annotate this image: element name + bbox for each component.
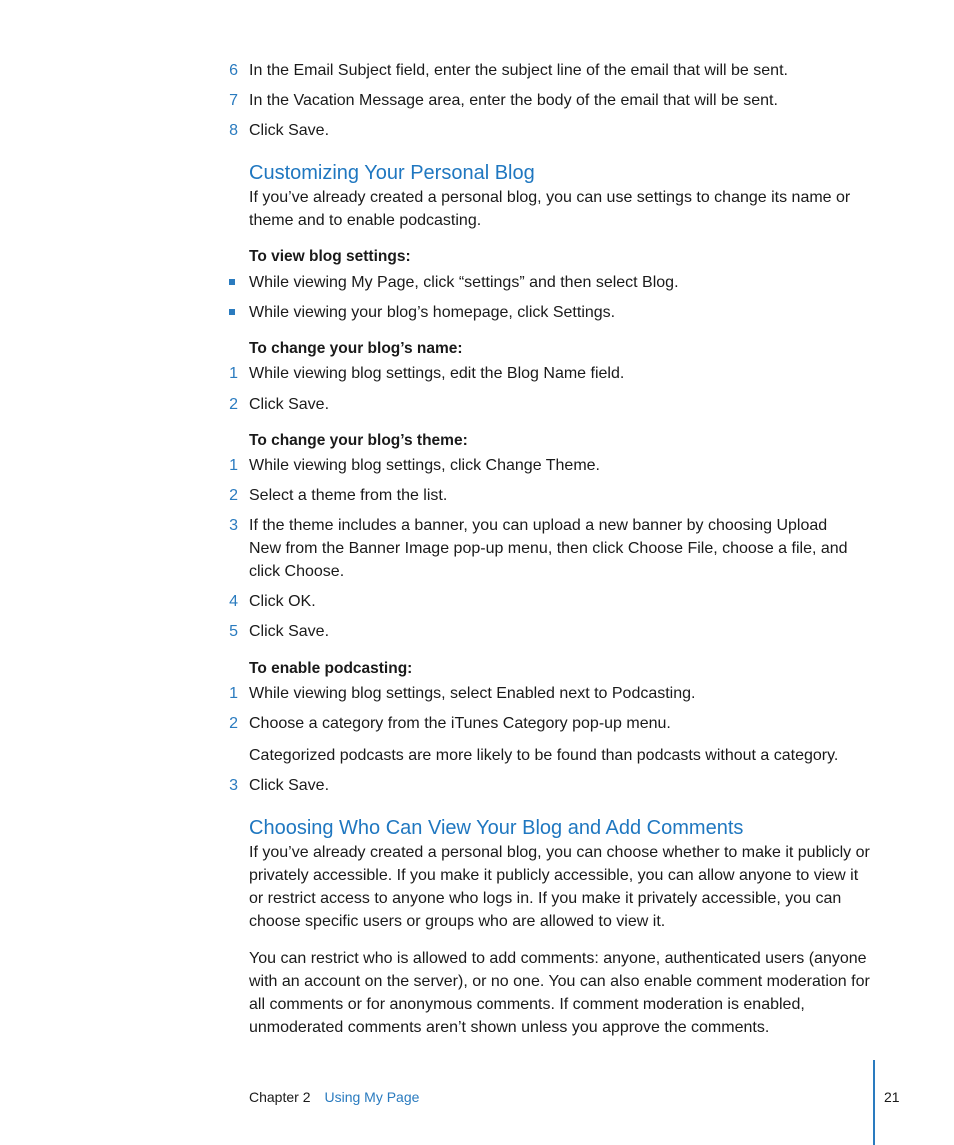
section-heading: Customizing Your Personal Blog [249, 162, 535, 184]
step-number: 2 [229, 396, 238, 413]
step-text: Click OK. [249, 593, 316, 610]
step-number: 3 [229, 517, 238, 534]
paragraph: You can restrict who is allowed to add comments: anyone, authenticated users (anyone with an account on the server), or no one. You can also enable comment moderation for all comments or for anonymous comments. If comment moderation is enabled, unmoderated comments aren’t shown unless you approve the comments. [249, 950, 870, 1036]
step-number: 1 [229, 685, 238, 702]
step-text: Select a theme from the list. [249, 487, 448, 504]
bullet-marker [229, 279, 235, 285]
step-text: Click Save. [249, 623, 330, 640]
step-number: 1 [229, 365, 238, 382]
step-text: Click Save. [249, 777, 330, 794]
paragraph: If you’ve already created a personal blog, you can choose whether to make it publicly or privately accessible. If you make it publicly accessible, you can allow anyone to view it or restrict access to anyone who logs in. If you make it privately accessible, you can choose specific users or groups who are allowed to view it. [249, 844, 870, 930]
step-text: Click Save. [249, 396, 330, 413]
step-number: 7 [229, 92, 238, 109]
bullet-text: While viewing My Page, click “settings” and then select Blog. [249, 274, 679, 291]
step-text: While viewing blog settings, edit the Blog Name field. [249, 365, 625, 382]
step-text: In the Email Subject field, enter the subject line of the email that will be sent. [249, 62, 788, 79]
step-number: 2 [229, 715, 238, 732]
step-number: 2 [229, 487, 238, 504]
step-number: 3 [229, 777, 238, 794]
chapter-title: Using My Page [324, 1089, 420, 1105]
step-note: Categorized podcasts are more likely to be found than podcasts without a category. [249, 747, 839, 764]
section-intro: If you’ve already created a personal blog, you can use settings to change its name or theme and to enable podcasting. [249, 189, 851, 229]
task-title: To change your blog’s name: [249, 340, 463, 357]
page-number: 21 [884, 1089, 900, 1105]
step-number: 5 [229, 623, 238, 640]
step-text: While viewing blog settings, select Enabled next to Podcasting. [249, 685, 696, 702]
step-number: 8 [229, 122, 238, 139]
chapter-number: Chapter 2 [249, 1089, 311, 1105]
bullet-marker [229, 309, 235, 315]
step-text: Click Save. [249, 122, 330, 139]
step-text: Choose a category from the iTunes Category pop-up menu. [249, 715, 671, 732]
step-text: While viewing blog settings, click Change Theme. [249, 457, 600, 474]
footer-divider [873, 1060, 875, 1145]
task-title: To enable podcasting: [249, 660, 413, 677]
section-heading: Choosing Who Can View Your Blog and Add Comments [249, 817, 744, 839]
step-text: In the Vacation Message area, enter the body of the email that will be sent. [249, 92, 778, 109]
step-text: If the theme includes a banner, you can upload a new banner by choosing Upload New from the Banner Image pop-up menu, then click Choose File, choose a file, and click Choose. [249, 517, 848, 580]
bullet-text: While viewing your blog’s homepage, click Settings. [249, 304, 616, 321]
footer-chapter [249, 1087, 419, 1107]
task-title: To change your blog’s theme: [249, 432, 468, 449]
step-number: 4 [229, 593, 238, 610]
task-title: To view blog settings: [249, 248, 411, 265]
step-number: 1 [229, 457, 238, 474]
step-number: 6 [229, 62, 238, 79]
